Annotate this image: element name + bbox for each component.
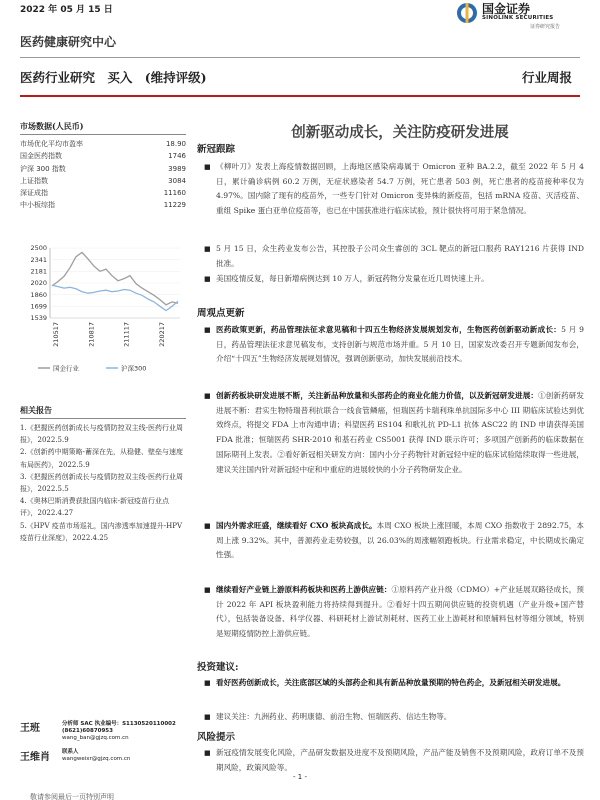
related-reports-list [20,422,186,544]
section-heading-weekly-view: 周观点更新 [197,308,245,319]
market-row-label: 中小板综指 [20,201,55,210]
disclaimer: 敬请参阅最后一页特别声明 [30,793,114,800]
y-tick-label: 2181 [30,267,47,276]
report-type: 行业周报 [521,70,572,85]
market-row [20,199,186,211]
bullet-covid-2: ■ 5 月 15 日，众生药业发布公告，其控股子公司众生睿创的 3CL 靶点的新冠口服药 RAY1216 片获得 IND 批准。 [204,244,584,268]
section-heading-risk: 风险提示 [197,732,236,743]
market-data-heading: 市场数据(人民币) [20,121,84,131]
x-tick-label: 220217 [158,322,166,347]
legend-label: 沪深300 [121,364,147,373]
bullet-square-icon: ■ [204,713,211,721]
market-data-panel [20,121,186,212]
report-title: 创新驱动成长，关注防疫研发进展 [291,124,509,141]
index-chart [14,240,186,380]
related-report-item: 3.《把握医药创新成长与疫情防控双主线-医药行业周报》，2022.5.5 [20,472,184,494]
logo-en: SINOLINK SECURITIES [482,15,554,21]
bullet-square-icon: ■ [204,275,211,283]
market-row-label: 深证成指 [20,189,48,198]
bullet-covid-1: ■ 《柳叶刀》发表上海疫情数据回顾，上海地区感染病毒属于 Omicron 亚种 BA.2.2，截至 2022 年 5 月 4 日，累计确诊病例 60.2 万例，无症状感染者 54.7 万例，死亡患者 503 例，死亡患者的疫苗接种率仅为 4.97%。国内除了现有的疫苗外，一些专门针对 Omicron 变异株的新疫苗，包括 mRNA 疫苗、灭活疫苗、重组 Spike 蛋白亚单位疫苗等，也已在中国获准进行临床试验，预计很快将可用于紧急情况。 [204,162,584,216]
market-row-value: 3084 [168,176,186,185]
related-report-item: 1.《把握医药创新成长与疫情防控双主线-医药行业周报》，2022.5.9 [20,424,184,445]
bullet-weekly-4: ■ 继续看好产业链上游原料药板块和医药上游供应链：①原料药产业升级（CDMO）+产业延展双路径成长，预计 2022 年 API 板块盈利能力将持续得到提升。②看好十四五期间供应链的投资机遇（产业升级+国产替代），包括装备设备、科学仪器、科研耗材上游试剂耗材、医药工业上游耗材和原辅料包材等细分领域，特别是短期疫情防控上游供应链。 [204,585,584,639]
research-center: 医药健康研究中心 [20,35,117,49]
bullet-risk-1: ■ 新冠疫情发展变化风险，产品研发数据及进度不及预期风险，产品产能及销售不及预期风险，政府订单不及预期风险，政策风险等。 [204,748,584,772]
market-data-table [20,138,186,212]
y-tick-label: 1539 [30,314,47,323]
analyst-name: 王班 [20,723,40,734]
refs-divider [20,418,186,419]
y-tick-label: 2020 [30,279,47,288]
legend-label: 国金行业 [53,364,79,373]
bullet-square-icon: ■ [204,326,211,334]
rating-note: (维持评级) [144,70,207,85]
header-red-divider [20,95,580,97]
report-date: 2022 年 05 月 15 日 [20,5,113,15]
logo-cn: 国金证券 [482,2,531,16]
bullet-weekly-3: ■ 国内外需求旺盛，继续看好 CXO 板块高成长。本周 CXO 板块上涨回暖，本周 CXO 指数收于 2892.75，本周上涨 9.32%。其中，普源药业走势较强，以 26.03%的周涨幅领跑板块。行业需求稳定，中长期成长确定性强。 [204,521,584,560]
market-row-value: 11160 [163,189,186,198]
market-row-label: 市场优化平均市盈率 [20,140,83,148]
bullet-square-icon: ■ [204,163,211,171]
bullet-weekly-1: ■ 医药政策更新，药品管理法征求意见稿和十四五生物经济发展规划发布，生物医药创新驱动新成长：5 月 9 日，药品管理法征求意见稿发布，支持创新与规范市场并重。5 月 10 日，国家发改委召开专题新闻发布会，介绍“十四五”生物经济发展规划情况，强调创新驱动，加快发展前沿技术。 [204,325,584,364]
market-row [20,138,186,150]
analyst-info: 分析师 SAC 执业编号：S1130520110002 (8621)60870953 wang_ban@gjzq.com.cn [62,721,176,741]
related-report-item: 2.《创新药中期策略-蓄深在先，从稳健、壁垒与速度布局医药》，2022.5.9 [20,448,184,469]
related-report-item: 4.《奥林巴斯消费获批国内临床-新冠疫苗行业点评》，2022.4.27 [20,497,170,518]
logo-tagline: 证券研究报告 [530,24,561,30]
bullet-square-icon: ■ [204,679,211,687]
market-row [20,175,186,187]
section-heading-covid: 新冠跟踪 [197,144,236,155]
series-line-hs300 [52,285,178,311]
market-row-value: 3989 [168,164,186,173]
rating-label: 买入 [107,70,133,85]
bullet-weekly-2: ■ 创新药板块研发进展不断，关注新品种放量和头部药企的商业化能力价值，以及新冠研发进展：①创新药研发进展不断：君实生物特瑞普利抗联合一线食管鳞癌，恒瑞医药卡瑞利珠单抗国际多中心 III 期临床试验达到优效终点，将提交 FDA 上市沟通申请；科望医药 ES104 和歌礼抗 PD-L1 抗体 ASC22 的 IND 申请获得美国 FDA 批准；恒瑞医药 SHR-2010 和基石药业 CS5001 获得 IND 联示许可；多项国产创新药的临床数据在国际期刊上发表。②看好新冠相关研发方向：国内小分子药物针对新冠轻中症的临床试验陆续取得一些进展，建议关注国内针对新冠轻中症和中重症的进展较快的小分子药物研发企业。 [204,391,584,474]
bullet-invest-1: ■ 看好医药创新成长，关注底部区域的头部药企和具有新品种放量预期的特色药企，及新冠相关研发进展。 [216,676,584,691]
series-line-guojin [52,252,178,304]
market-row-label: 国金医药指数 [20,152,62,161]
header-divider [20,57,580,58]
bullet-square-icon: ■ [204,586,211,594]
report-rating-line [20,68,215,86]
y-tick-label: 1860 [30,290,47,299]
market-row-value: 1746 [168,152,186,161]
market-row [20,150,186,162]
x-tick-label: 210517 [52,322,60,347]
bullet-covid-3: ■ 美国疫情反复，每日新增病例达到 10 万人，新冠药物分发量在近几周快速上升。 [216,272,584,287]
industry-label: 医药行业研究 [20,70,96,85]
market-row-label: 上证指数 [20,176,48,185]
bullet-square-icon: ■ [204,749,211,757]
bullet-invest-2: ■ 建议关注：九洲药业、药明康德、前沿生物、恒瑞医药、信达生物等。 [216,710,584,725]
page-number: - 1 - [293,773,307,781]
market-row [20,163,186,175]
related-report-item: 5.《HPV 疫苗市场巡礼，国内渗透率加速提升-HPV 疫苗行业深度》，2022.4.25 [20,521,183,542]
y-tick-label: 2500 [30,244,47,253]
bullet-square-icon: ■ [204,522,211,530]
bullet-square-icon: ■ [204,392,211,400]
y-tick-label: 2341 [30,255,47,264]
x-tick-label: 211117 [122,322,131,347]
bullet-square-icon: ■ [204,245,211,253]
contact-info: 联系人 wangweixr@gjzq.com.cn [62,749,131,762]
market-row-value: 18.90 [165,140,186,148]
market-row [20,187,186,199]
x-tick-label: 210817 [87,322,96,347]
contact-name: 王维肖 [20,752,50,763]
y-tick-label: 1699 [30,302,47,311]
sinolink-logo-icon [456,2,478,24]
market-row-label: 沪深 300 指数 [20,164,66,173]
related-reports [20,405,186,544]
section-heading-investment: 投资建议: [197,662,239,673]
market-row-value: 11229 [163,201,186,210]
market-divider [20,134,186,135]
related-reports-heading: 相关报告 [20,405,52,415]
logo [456,0,586,34]
